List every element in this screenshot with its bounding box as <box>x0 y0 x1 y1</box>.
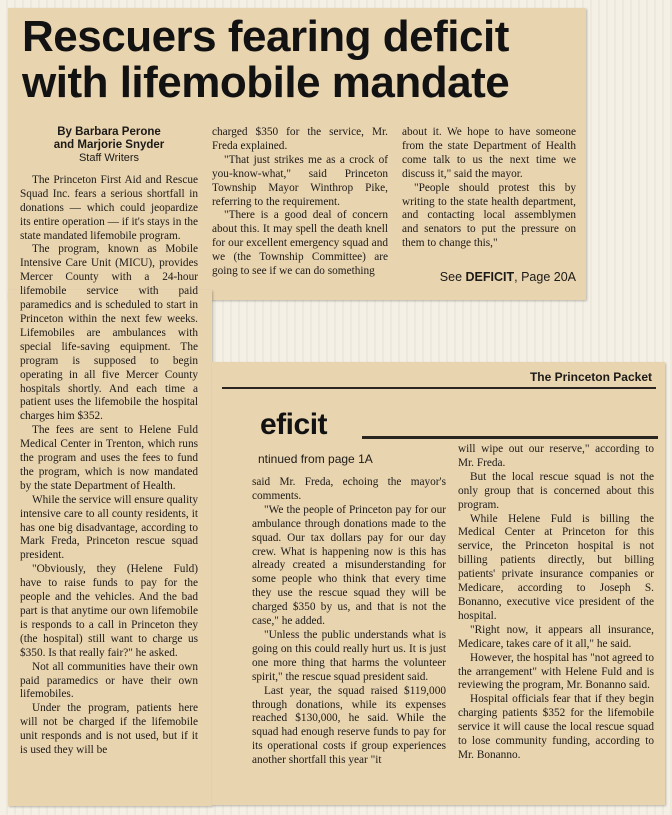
paragraph: While Helene Fuld is billing the Medical Center at Princeton for this service, the Princeton hospital is not billing patients directly, but billing patients' private insurance companies or Medicare, according to Joseph S. Bonanno, executive vice president of the hospital. <box>458 512 654 622</box>
paragraph: about it. We hope to have someone from the state Department of Health come talk to us the next time we discuss it," said the mayor. <box>402 126 576 180</box>
paragraph: The program, known as Mobile Intensive Care Unit (MICU), provides Mercer County with a 24-hour lifemobile service with paid paramedics and is scheduled to start in Princeton within the next few weeks. Lifemobiles are ambulances with special life-saving equipment. The program is supposed to begin operating in all five Mercer County hospitals shortly. And each time a patient uses the lifemobile the hospital charges him $352. <box>20 243 198 423</box>
divider <box>362 436 658 439</box>
continuation-column-b <box>458 443 654 763</box>
paragraph: said Mr. Freda, echoing the mayor's comments. <box>252 476 446 502</box>
newspaper-name: The Princeton Packet <box>529 370 652 384</box>
continuation-column-a <box>252 476 446 768</box>
jump-suffix: , Page 20A <box>514 270 576 284</box>
paragraph: The fees are sent to Helene Fuld Medical Center in Trenton, which runs the program and uses the fees to fund the program, which is now mandated by the state Department of Health. <box>20 424 198 492</box>
article-column-3 <box>402 126 576 251</box>
paragraph: Under the program, patients here will not be charged if the lifemobile unit responds and is not used, but if it is used they will be <box>20 702 198 757</box>
divider <box>222 387 656 389</box>
paragraph: But the local rescue squad is not the only group that is concerned about this program. <box>458 470 654 511</box>
article-column-2 <box>212 126 388 279</box>
paragraph: However, the hospital has "not agreed to the arrangement" with Helene Fuld and is reviewing the program, Mr. Bonanno said. <box>458 651 654 692</box>
jump-keyword: DEFICIT <box>465 270 515 284</box>
paragraph: charged $350 for the service, Mr. Freda explained. <box>212 126 388 152</box>
byline-authors-1: By Barbara Perone <box>57 126 161 138</box>
continuation-heading: eficit <box>260 408 328 441</box>
col1-text <box>20 174 198 758</box>
jump-prefix: See <box>439 270 463 284</box>
byline <box>20 126 198 152</box>
paragraph: "That just strikes me as a crock of you-know-what," said Princeton Township Mayor Winthrop Pike, referring to the requirement. <box>212 153 388 208</box>
paragraph: The Princeton First Aid and Rescue Squad Inc. fears a serious shortfall in donations — which could jeopardize its entire operation — if it's stays in the state mandated lifemobile program. <box>20 173 198 242</box>
continued-from-label: ntinued from page 1A <box>258 452 373 466</box>
paragraph: "Unless the public understands what is going on this could really hurt us. It is just one more thing that harms the volunteer spirit," the rescue squad president said. <box>252 628 446 683</box>
paragraph: "Right now, it appears all insurance, Medicare, takes care of it all," he said. <box>458 623 654 650</box>
headline: Rescuers fearing deficit with lifemobile mandate <box>22 12 510 107</box>
paragraph: "We the people of Princeton pay for our ambulance through donations made to the squad. Our tax dollars pay for our day crew. What is happening now is this has already created a misunderstanding for some people who think that every time they use the rescue squad they will be charged $350 by us, and that is not the case," he added. <box>252 503 446 628</box>
paragraph: will wipe out our reserve," according to Mr. Freda. <box>458 443 654 469</box>
paragraph: Hospital officials fear that if they begin charging patients $352 for the lifemobile service it will cause the local rescue squad to lose community funding, according to Mr. Bonanno. <box>458 693 654 761</box>
paragraph: Last year, the squad raised $119,000 through donations, while its expenses reached $130,000, he said. While the squad had enough reserve funds to pay for its operational costs if group experiences another shortfall this year "it <box>252 684 446 767</box>
jump-line <box>402 270 576 284</box>
paragraph: While the service will ensure quality intensive care to all county residents, it has one big disadvantage, according to Mark Freda, Princeton rescue squad president. <box>20 493 198 562</box>
paragraph: "There is a good deal of concern about this. It may spell the death knell for our excellent emergency squad and we (the Township Committee) are going to see if we can do something <box>212 209 388 278</box>
byline-role: Staff Writers <box>78 152 140 164</box>
article-column-1 <box>20 126 198 758</box>
paragraph: "Obviously, they (Helene Fuld) have to raise funds to pay for the people and the vehicles. And the bad part is that anytime our own lifemobile is responds to a call in Princeton they (the hospital) still want to charge us $350. Is that really fair?" he asked. <box>20 563 198 659</box>
byline-authors-2: and Marjorie Snyder <box>53 139 165 151</box>
paragraph: Not all communities have their own paid paramedics or have their own lifemobiles. <box>20 660 198 701</box>
paragraph: "People should protest this by writing to the state health department, and contacting local assemblymen and senators to put the pressure on them to change this," <box>402 181 576 250</box>
